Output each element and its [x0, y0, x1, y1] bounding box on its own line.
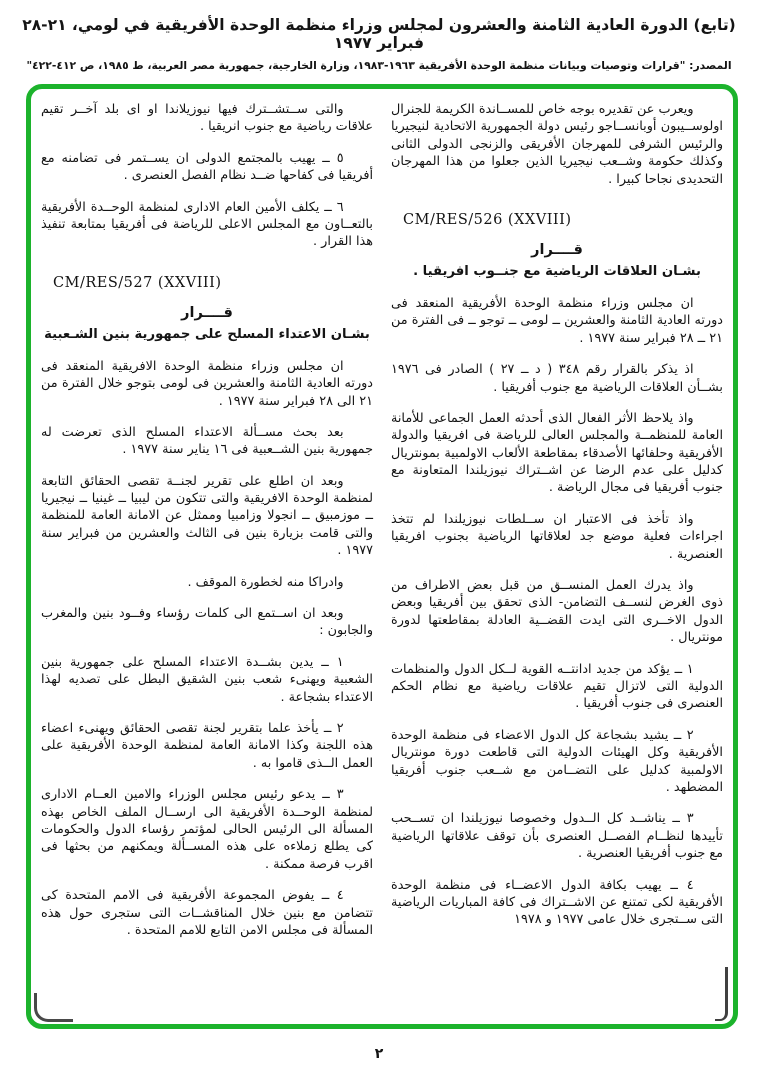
paragraph: ٤ ــ يهيب بكافة الدول الاعضــاء فى منظمة الوحدة الأفريقية لكى تمتنع عن الاشــتراك فى كافة المباريات الرياضية التى ســتجرى خلال عامى ١٩٧٧ و ١٩٧٨ — [391, 877, 723, 928]
paragraph: ٣ ــ يناشــد كل الــدول وخصوصا نيوزيلندا ان تســحب تأييدها لنظــام الفصــل العنصرى بأن توقف علاقاتها الرياضية مع جنوب أفريقيا العنصرية . — [391, 811, 723, 862]
header-session-title: (تابع) الدورة العادية الثامنة والعشرون لمجلس وزراء منظمة الوحدة الأفريقية في لومي، ٢١-٢٨ فبراير ١٩٧٧ — [22, 16, 736, 52]
paragraph: ١ ــ يؤكد من جديد ادانتــه القوية لــكل الدول والمنظمات الدولية التى لاتزال تقيم علاقات رياضية مع نظام الحكم العنصرى فى جنوب أفريقيا . — [391, 661, 723, 712]
green-frame — [26, 84, 738, 1029]
header-source-citation: المصدر: "قرارات وتوصيات وبيانات منظمة الوحدة الأفريقية ١٩٦٣-١٩٨٣، وزارة الخارجية، جمهورية مصر العربية، ط ١٩٨٥، ص ٤١٢-٤٢٢" — [26, 59, 732, 72]
two-column-layout — [41, 101, 723, 953]
resolution-heading: قــــرار — [531, 241, 583, 258]
paragraph: واذ تأخذ فى الاعتبار ان ســلطات نيوزيلندا لم تتخذ اجراءات فعلية موضع جد لعلاقاتها الرياضية بجنوب افريقيا العنصرية . — [391, 511, 723, 562]
column-right — [391, 101, 723, 953]
paragraph: ٢ ــ يشيد بشجاعة كل الدول الاعضاء فى منظمة الوحدة الأفريقية وكل الهيئات الدولية التى قاطعت دورة مونتريال الاولمبية كدليل على التضــامن مع شــعب جنوب أفريقيا المضطهد . — [391, 727, 723, 795]
paragraph: وبعد ان اطلع على تقرير لجنــة تقصى الحقائق التابعة لمنظمة الوحدة الافريقية والتى تتكون من ليبيا ــ غينيا ــ نيجيريا ــ موزمبيق ــ انجولا وزامبيا وممثل عن الامانة العامة للمنظمة والتى قامت بزيارة بنين فى الثالث والعشرين من فبراير سنة ١٩٧٧ . — [41, 473, 373, 559]
resolution-code: CM/RES/526 (XXVIII) — [403, 211, 572, 228]
paragraph: ٢ ــ يأخذ علما بتقرير لجنة تقصى الحقائق ويهنىء اعضاء هذه اللجنة وكذا الامانة العامة لمنظمة الوحدة الأفريقية على العمل الــذى قاموا به . — [41, 720, 373, 771]
paragraph: ان مجلس وزراء منظمة الوحدة الأفريقية المنعقد فى دورته العادية الثامنة والعشرين ــ لومى ــ توجو ــ فى الفترة من ٢١ ــ ٢٨ فبراير سنة ١٩٧٧ . — [391, 295, 723, 346]
paragraph: ٤ ــ يفوض المجموعة الأفريقية فى الامم المتحدة كى تتضامن مع بنين خلال المناقشــات التى ستجرى حول هذه المسألة فى مجلس الامن التابع للامم المتحدة . — [41, 888, 373, 938]
paragraph: والتى ســتشــترك فيها نيوزيلاندا او اى بلد آخــر تقيم علاقات رياضية مع جنوب انريقيا . — [41, 102, 373, 135]
paragraph: ٥ ــ يهيب بالمجتمع الدولى ان يســتمر فى تضامنه مع أفريقيا فى كفاحها ضــد نظام الفصل العنصرى . — [41, 150, 373, 184]
paragraph: ان مجلس وزراء منظمة الوحدة الافريقية المنعقد فى دورته العادية الثامنة والعشرين فى لومى بتوجو خلال الفترة من ٢١ الى ٢٨ فبراير سنة ١٩٧٧ . — [41, 358, 373, 409]
paragraph: ٣ ــ يدعو رئيس مجلس الوزراء والامين العــام الادارى لمنظمة الوحــدة الأفريقية الى ارســال الملف الخاص بهذه المسألة الى الرئيس الحالى لمؤتمر رؤساء الدول والحكومات كى يطلع زملاءه على هذه المســألة ويمكنهم من بحثها فى اقرب فرصة ممكنة . — [41, 787, 373, 872]
paragraph: اذ يذكر بالقرار رقم ٣٤٨ ( د ــ ٢٧ ) الصادر فى ١٩٧٦ بشــأن العلاقات الرياضية مع جنوب أفريقيا . — [391, 362, 723, 395]
resolution-subject: بشـان العلاقات الرياضية مع جنــوب افريقيا . — [413, 263, 701, 279]
paragraph: ويعرب عن تقديره بوجه خاص للمســاندة الكريمة للجنرال اولوســيبون أوبانســاجو رئيس دولة الجمهورية الاتحادية لنيجيريا والرئيس الشرفى للمهرجان الأفريقى والزنجى الدولى الثانى وكذلك حكومة وشــعب نيجيريا الذين جعلوا من هذا المهرجان التحديدى نجاحا كبيرا . — [391, 102, 723, 187]
page-header — [0, 16, 758, 72]
resolution-heading: قــــرار — [181, 304, 233, 321]
resolution-subject: بشـان الاعتداء المسلح على جمهورية بنين الشـعبية — [44, 326, 370, 342]
resolution-code: CM/RES/527 (XXVIII) — [53, 274, 222, 291]
paragraph: واذ يدرك العمل المنســق من قبل بعض الاطراف من ذوى الغرض لنســف التضامن- الذى تحقق بين أفريقيا وبعض الدول الاخــرى التى ايدت القضــية العادلة بمقاطعتها لدورة مونتريال . — [391, 578, 723, 646]
scan-edge-artifact — [715, 967, 728, 1021]
paragraph: واذ يلاحظ الأثر الفعال الذى أحدثه العمل الجماعى للأمانة العامة للمنظمــة والمجلس العالى للرياضة فى افريقيا والدولة الأفريقية وحلفائها الأصدقاء بمقاطعة الألعاب الاولمبية بمونتريال كدليل على عدم الرضا عن اشــتراك نيوزيلندا المتعاونة مع جنوب أفريقيا فى مجال الرياضة . — [391, 410, 723, 496]
scan-edge-artifact — [34, 993, 73, 1022]
column-left — [41, 101, 373, 953]
paragraph: ٦ ــ يكلف الأمين العام الادارى لمنظمة الوحــدة الأفريقية بالتعــاون مع المجلس الاعلى للرياضة فى أفريقيا بمتابعة تنفيذ هذا القرار . — [41, 199, 373, 250]
page-number: ٢ — [374, 1046, 384, 1062]
paragraph: بعد بحث مســألة الاعتداء المسلح الذى تعرضت له جمهورية بنين الشــعبية فى ١٦ يناير سنة ١٩٧٧ . — [41, 424, 373, 458]
paragraph: وادراكا منه لخطورة الموقف . — [187, 574, 344, 590]
paragraph: وبعد ان اســتمع الى كلمات رؤساء وفــود بنين والمغرب والجابون : — [41, 606, 373, 639]
paragraph: ١ ــ يدين بشــدة الاعتداء المسلح على جمهورية بنين الشعبية ويهنىء شعب بنين الشقيق البطل على تصديه لهذا الاعتداء بشجاعة . — [41, 654, 373, 705]
